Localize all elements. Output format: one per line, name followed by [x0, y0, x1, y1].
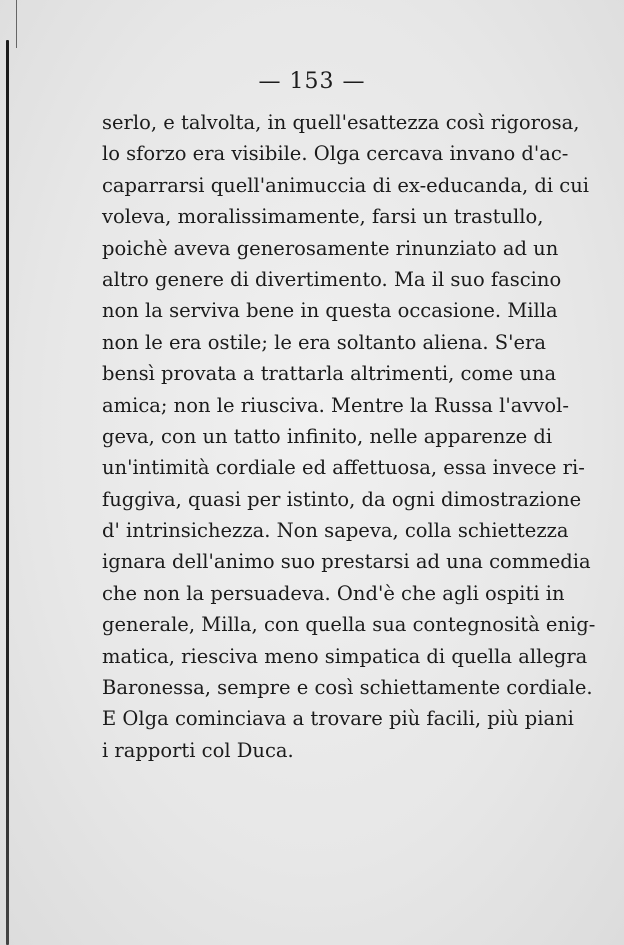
text-line: non la serviva bene in questa occasione. Milla [102, 299, 558, 323]
text-line: che non la persuadeva. Ond'è che agli ospiti in [102, 581, 565, 605]
text-line: fuggiva, quasi per istinto, da ogni dimostrazione [102, 487, 582, 511]
text-line: d' intrinsichezza. Non sapeva, colla schiettezza [102, 519, 569, 543]
text-line: voleva, moralissimamente, farsi un trastullo, [102, 205, 544, 229]
text-line: un'intimità cordiale ed affettuosa, essa invece ri- [102, 456, 585, 480]
text-line: E Olga cominciava a trovare più facili, più piani [102, 707, 574, 731]
text-line: Baronessa, sempre e così schiettamente cordiale. [102, 676, 593, 700]
text-line: bensì provata a trattarla altrimenti, come una [102, 362, 557, 386]
text-line: generale, Milla, con quella sua contegnosità enig- [102, 613, 596, 637]
text-line: lo sforzo era visibile. Olga cercava invano d'ac- [102, 142, 569, 166]
binding-edge [6, 40, 9, 945]
text-line: amica; non le riusciva. Mentre la Russa l'avvol- [102, 393, 569, 417]
text-line: non le era ostile; le era soltanto aliena. S'era [102, 330, 546, 354]
text-line: ignara dell'animo suo prestarsi ad una commedia [102, 550, 591, 574]
page-number: — 153 — [258, 69, 366, 94]
text-line: altro genere di divertimento. Ma il suo fascino [102, 267, 562, 291]
text-line: serlo, e talvolta, in quell'esattezza così rigorosa, [102, 111, 580, 134]
text-line: poichè aveva generosamente rinunziato ad un [102, 236, 559, 260]
binding-edge-top [16, 0, 17, 48]
text-line: geva, con un tatto infinito, nelle apparenze di [102, 424, 553, 448]
text-line: matica, riesciva meno simpatica di quella allegra [102, 644, 588, 668]
text-line: i rapporti col Duca. [102, 738, 294, 762]
text-line: caparrarsi quell'animuccia di ex-educanda, di cui [102, 173, 590, 197]
body-text [102, 107, 596, 766]
